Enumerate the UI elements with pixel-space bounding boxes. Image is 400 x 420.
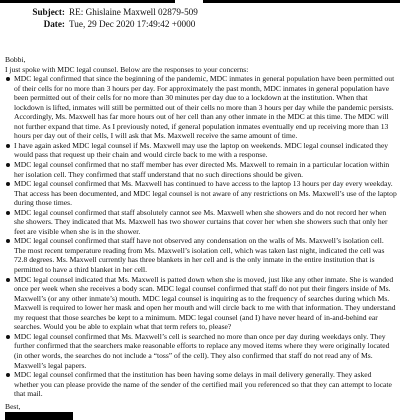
redaction-block — [203, 0, 400, 3]
email-body — [5, 55, 397, 420]
list-item — [5, 208, 397, 237]
date-row — [28, 18, 198, 30]
intro-text: I just spoke with MDC legal counsel. Below are the responses to your concerns: — [5, 64, 249, 74]
list-item-text: MDC legal counsel confirmed that the institution has been having some delays in mail delivery generally. They asked whether you can please provide the name of the sender of the certified mail you referenced so that they can attempt to locate that mail. — [14, 370, 392, 399]
closing: Best, — [5, 401, 21, 411]
bullet-icon — [6, 278, 10, 282]
list-item-text: MDC legal confirmed that since the beginning of the pandemic, MDC inmates in general population have been permitted out of their cells for no more than 3 hours per day. For approximately the past month, MDC inmates in general population have been permitted out of their cells for no more than 30 minutes per day due to a lockdown at the institution. When that lockdown is lifted, inmates will still be permitted out of their cells no more than 3 hours per day while the pandemic persists. Accordingly, Ms. Maxwell has far more hours out of her cell than any other inmate in the MDC at this time. The MDC will not further expand that time. As I previously noted, if general population inmates eventually end up receiving more than 13 hours per day out of their cells, I will ask that Ms. Maxwell receive the same amount of time. — [14, 74, 395, 141]
list-item-text: MDC legal counsel confirmed that Ms. Maxwell has continued to have access to the laptop 13 hours per day every weekday. That access has been documented, and MDC legal counsel is not aware of any restrictions on Ms. Maxwell’s use of the laptop during those times. — [14, 179, 397, 208]
subject-value: RE: Ghislaine Maxwell 02879-509 — [69, 7, 198, 17]
email-header — [28, 6, 198, 30]
redaction-block — [0, 0, 175, 3]
list-item-text: MDC legal counsel confirmed that Ms. Maxwell’s cell is searched no more than once per day during weekdays only. They further confirmed that the searchers make reasonable efforts to replace any moved items where they were originally located (in other words, the searches do not include a “toss” of the cell). They also confirmed that staff do not read any of Ms. Maxwell’s legal papers. — [14, 331, 390, 370]
subject-row — [28, 6, 198, 18]
list-item-text: MDC legal counsel confirmed that staff have not observed any condensation on the walls of Ms. Maxwell’s isolation cell. The most recent temperature reading from Ms. Maxwell’s isolation cell, which was taken last night, indicated the cell was 72.8 degrees. Ms. Maxwell currently has three blankets in her cell and is the only inmate in the entire institution that is permitted to have a third blanket in her cell. — [14, 236, 385, 275]
list-item-text: MDC legal counsel confirmed that staff absolutely cannot see Ms. Maxwell when she showers and do not record her when she showers. They indicated that Ms. Maxwell has two shower curtains that cover her when she showers such that only her feet are visible when she is in the shower. — [14, 207, 388, 236]
bullet-icon — [6, 211, 10, 215]
bullet-icon — [6, 335, 10, 339]
response-list — [5, 74, 397, 399]
redaction-bar-top — [0, 0, 400, 3]
list-item — [5, 179, 397, 208]
date-label: Date: — [43, 19, 65, 29]
list-item — [5, 370, 397, 399]
list-item — [5, 141, 397, 160]
list-item-text: MDC legal counsel indicated that Ms. Maxwell is patted down when she is moved, just like any other inmate. She is wanded once per week when she receives a body scan. MDC legal counsel confirmed that staff do not put their fingers inside of Ms. Maxwell’s (or any other inmate’s) mouth. MDC legal counsel is inquiring as to the frequency of searches during which Ms. Maxwell is required to lower her mask and open her mouth and will circle back to me with that information. They understand my request that those searches be kept to a minimum. MDC legal counsel (and I) have never heard of in-and-behind ear searches. Would you be able to explain what that term refers to, please? — [14, 274, 396, 332]
list-item-text: MDC legal counsel confirmed that no staff member has ever directed Ms. Maxwell to remain in a particular location within her isolation cell. They confirmed that staff understand that no such directions should be given. — [14, 160, 390, 179]
date-value: Tue, 29 Dec 2020 17:49:42 +0000 — [69, 19, 196, 29]
bullet-icon — [6, 77, 10, 81]
list-item-text: I have again asked MDC legal counsel if Ms. Maxwell may use the laptop on weekends. MDC legal counsel indicated they would pass that request up their chain and would circle back to me with a response. — [14, 140, 389, 160]
list-item — [5, 236, 397, 274]
bullet-icon — [6, 144, 10, 148]
list-item — [5, 160, 397, 179]
list-item — [5, 332, 397, 370]
bullet-icon — [6, 373, 10, 377]
list-item — [5, 275, 397, 332]
bullet-icon — [6, 163, 10, 167]
subject-label: Subject: — [32, 7, 65, 17]
bullet-icon — [6, 182, 10, 186]
list-item — [5, 74, 397, 141]
redacted-signature — [5, 412, 73, 420]
bullet-icon — [6, 239, 10, 243]
greeting: Bobbi, — [5, 55, 26, 64]
